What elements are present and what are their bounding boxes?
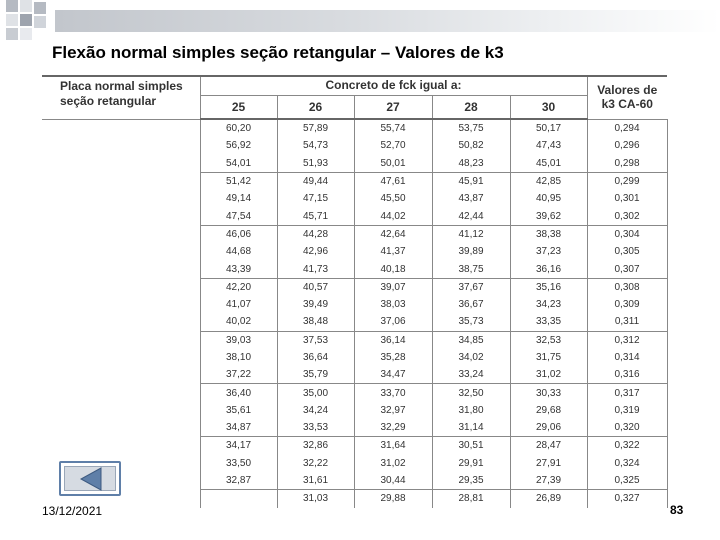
table-cell: 35,79 [277, 366, 354, 384]
table-cell: 42,64 [354, 225, 432, 243]
table-cell: 29,35 [432, 472, 510, 490]
blank-cell [42, 155, 200, 173]
table-cell: 42,96 [277, 243, 354, 260]
table-cell: 31,03 [277, 490, 354, 508]
table-cell: 41,07 [200, 296, 277, 313]
blank-cell [42, 366, 200, 384]
deco-square [6, 14, 18, 26]
table-cell: 53,75 [432, 119, 510, 137]
table-cell: 34,87 [200, 419, 277, 437]
k3-value-cell: 0,299 [587, 172, 667, 190]
table-cell: 27,91 [510, 455, 587, 472]
table-row [42, 472, 667, 490]
k3-value-cell: 0,301 [587, 190, 667, 207]
table-cell: 39,49 [277, 296, 354, 313]
table-cell: 42,85 [510, 172, 587, 190]
table-row [42, 366, 667, 384]
table-cell: 60,20 [200, 119, 277, 137]
deco-square [20, 14, 32, 26]
table-row [42, 260, 667, 278]
k3-value-cell: 0,309 [587, 296, 667, 313]
blank-cell [42, 296, 200, 313]
blank-cell [42, 331, 200, 349]
table-cell: 34,85 [432, 331, 510, 349]
k3-value-cell: 0,305 [587, 243, 667, 260]
header-gradient-bar [55, 10, 720, 32]
table-cell: 32,29 [354, 419, 432, 437]
table-cell: 27,39 [510, 472, 587, 490]
blank-cell [42, 172, 200, 190]
slide-title: Flexão normal simples seção retangular – Valores de k3 [52, 43, 504, 62]
header-decoration [0, 0, 720, 45]
k3-value-cell: 0,322 [587, 437, 667, 455]
table-cell: 41,37 [354, 243, 432, 260]
table-cell: 29,68 [510, 402, 587, 419]
table-cell: 28,47 [510, 437, 587, 455]
placa-label-line1: Placa normal simples [60, 79, 183, 93]
table-cell: 40,57 [277, 278, 354, 296]
table-cell: 51,42 [200, 172, 277, 190]
table-cell: 34,23 [510, 296, 587, 313]
table-cell: 28,81 [432, 490, 510, 508]
table-row [42, 419, 667, 437]
table-row [42, 437, 667, 455]
table-cell: 31,14 [432, 419, 510, 437]
table-cell: 38,38 [510, 225, 587, 243]
deco-square [6, 28, 18, 40]
blank-cell [42, 384, 200, 402]
table-cell: 36,64 [277, 349, 354, 366]
table-cell: 34,47 [354, 366, 432, 384]
table-cell: 29,91 [432, 455, 510, 472]
blank-cell [42, 207, 200, 225]
table-cell: 36,14 [354, 331, 432, 349]
table-cell: 38,10 [200, 349, 277, 366]
table-row [42, 490, 667, 508]
table-cell: 29,06 [510, 419, 587, 437]
k3-value-cell: 0,312 [587, 331, 667, 349]
blank-cell [42, 313, 200, 331]
table-cell: 26,89 [510, 490, 587, 508]
table-cell: 48,23 [432, 155, 510, 173]
table-cell: 44,28 [277, 225, 354, 243]
table-cell: 47,43 [510, 137, 587, 154]
table-cell: 44,02 [354, 207, 432, 225]
table-cell: 31,64 [354, 437, 432, 455]
table-cell: 34,02 [432, 349, 510, 366]
k3-value-cell: 0,320 [587, 419, 667, 437]
table-cell: 31,02 [354, 455, 432, 472]
table-cell: 50,82 [432, 137, 510, 154]
table-row [42, 225, 667, 243]
table-row [42, 172, 667, 190]
table-cell: 47,15 [277, 190, 354, 207]
blank-cell [42, 419, 200, 437]
k3-header-line1: Valores de [597, 82, 658, 97]
blank-cell [42, 278, 200, 296]
table-row [42, 349, 667, 366]
table-cell [200, 490, 277, 508]
table-cell: 45,01 [510, 155, 587, 173]
table-row [42, 402, 667, 419]
table-cell: 55,74 [354, 119, 432, 137]
table-row [42, 331, 667, 349]
table-cell: 39,62 [510, 207, 587, 225]
table-row [42, 155, 667, 173]
fck-group-header: Concreto de fck igual a: [200, 75, 587, 96]
table-cell: 32,86 [277, 437, 354, 455]
fck-column-header: 28 [432, 96, 510, 120]
table-cell: 49,44 [277, 172, 354, 190]
table-cell: 30,51 [432, 437, 510, 455]
k3-value-cell: 0,327 [587, 490, 667, 508]
k3-value-cell: 0,311 [587, 313, 667, 331]
table-cell: 39,07 [354, 278, 432, 296]
table-cell: 35,16 [510, 278, 587, 296]
table-cell: 31,61 [277, 472, 354, 490]
slide-date: 13/12/2021 [42, 504, 103, 518]
deco-square [20, 28, 32, 40]
table-cell: 46,06 [200, 225, 277, 243]
blank-cell [42, 137, 200, 154]
table-cell: 44,68 [200, 243, 277, 260]
table-cell: 29,88 [354, 490, 432, 508]
table-cell: 32,53 [510, 331, 587, 349]
table-cell: 41,12 [432, 225, 510, 243]
k3-value-cell: 0,308 [587, 278, 667, 296]
table-cell: 40,95 [510, 190, 587, 207]
blank-cell [42, 225, 200, 243]
table-cell: 36,16 [510, 260, 587, 278]
table-cell: 33,24 [432, 366, 510, 384]
k3-value-cell: 0,317 [587, 384, 667, 402]
k3-value-cell: 0,304 [587, 225, 667, 243]
table-row [42, 384, 667, 402]
k3-table [42, 75, 667, 522]
k3-header-line2: k3 CA-60 [601, 96, 653, 111]
k3-value-cell: 0,302 [587, 207, 667, 225]
table-cell: 50,17 [510, 119, 587, 137]
blank-cell [42, 190, 200, 207]
table-cell: 33,50 [200, 455, 277, 472]
table-cell: 33,70 [354, 384, 432, 402]
back-button[interactable] [59, 461, 121, 496]
table-cell: 37,67 [432, 278, 510, 296]
k3-value-cell: 0,294 [587, 119, 667, 137]
k3-value-cell: 0,319 [587, 402, 667, 419]
table-top-rule [42, 75, 667, 77]
table-cell: 40,18 [354, 260, 432, 278]
table-cell: 54,73 [277, 137, 354, 154]
table-cell: 45,91 [432, 172, 510, 190]
table-row [42, 296, 667, 313]
blank-cell [42, 402, 200, 419]
fck-column-header: 27 [354, 96, 432, 120]
table-cell: 35,73 [432, 313, 510, 331]
table-cell: 37,53 [277, 331, 354, 349]
table-row [42, 207, 667, 225]
table-row [42, 313, 667, 331]
left-triangle-icon [79, 467, 103, 491]
table-cell: 32,97 [354, 402, 432, 419]
table-cell: 38,48 [277, 313, 354, 331]
blank-cell [42, 349, 200, 366]
k3-value-cell: 0,314 [587, 349, 667, 366]
table-cell: 51,93 [277, 155, 354, 173]
table-cell: 32,87 [200, 472, 277, 490]
table-row [42, 137, 667, 154]
k3-value-cell: 0,296 [587, 137, 667, 154]
table-cell: 37,06 [354, 313, 432, 331]
table-cell: 42,44 [432, 207, 510, 225]
k3-value-cell: 0,324 [587, 455, 667, 472]
table-row [42, 278, 667, 296]
placa-label-line2: seção retangular [60, 94, 157, 108]
values-table [42, 75, 668, 508]
table-cell: 35,28 [354, 349, 432, 366]
table-cell: 49,14 [200, 190, 277, 207]
deco-square [34, 2, 46, 14]
table-cell: 32,50 [432, 384, 510, 402]
table-cell: 37,22 [200, 366, 277, 384]
table-cell: 40,02 [200, 313, 277, 331]
fck-column-header: 30 [510, 96, 587, 120]
table-cell: 31,75 [510, 349, 587, 366]
fck-column-header: 25 [200, 96, 277, 120]
k3-value-cell: 0,298 [587, 155, 667, 173]
table-cell: 50,01 [354, 155, 432, 173]
table-cell: 34,24 [277, 402, 354, 419]
table-row [42, 455, 667, 472]
deco-square [6, 0, 18, 12]
table-cell: 56,92 [200, 137, 277, 154]
deco-square [20, 0, 32, 12]
table-cell: 30,33 [510, 384, 587, 402]
table-cell: 34,17 [200, 437, 277, 455]
blank-cell [42, 260, 200, 278]
k3-value-cell: 0,325 [587, 472, 667, 490]
table-cell: 38,03 [354, 296, 432, 313]
table-cell: 35,00 [277, 384, 354, 402]
table-cell: 47,54 [200, 207, 277, 225]
table-cell: 32,22 [277, 455, 354, 472]
table-cell: 31,80 [432, 402, 510, 419]
table-cell: 37,23 [510, 243, 587, 260]
table-cell: 43,39 [200, 260, 277, 278]
table-cell: 35,61 [200, 402, 277, 419]
table-cell: 42,20 [200, 278, 277, 296]
table-cell: 33,35 [510, 313, 587, 331]
table-cell: 31,02 [510, 366, 587, 384]
table-cell: 38,75 [432, 260, 510, 278]
table-row [42, 119, 667, 137]
table-cell: 47,61 [354, 172, 432, 190]
table-cell: 41,73 [277, 260, 354, 278]
k3-value-cell: 0,307 [587, 260, 667, 278]
table-cell: 33,53 [277, 419, 354, 437]
table-row [42, 190, 667, 207]
blank-cell [42, 243, 200, 260]
table-cell: 36,67 [432, 296, 510, 313]
table-cell: 52,70 [354, 137, 432, 154]
k3-value-cell: 0,316 [587, 366, 667, 384]
page-number: 83 [670, 503, 684, 517]
table-cell: 45,71 [277, 207, 354, 225]
table-cell: 39,89 [432, 243, 510, 260]
blank-cell [42, 437, 200, 455]
table-cell: 36,40 [200, 384, 277, 402]
k3-header [587, 75, 667, 119]
table-row [42, 243, 667, 260]
table-cell: 54,01 [200, 155, 277, 173]
fck-column-header: 26 [277, 96, 354, 120]
table-cell: 57,89 [277, 119, 354, 137]
table-cell: 45,50 [354, 190, 432, 207]
table-cell: 43,87 [432, 190, 510, 207]
table-cell: 30,44 [354, 472, 432, 490]
blank-cell [42, 119, 200, 137]
table-cell: 39,03 [200, 331, 277, 349]
placa-header [42, 75, 200, 119]
deco-square [34, 16, 46, 28]
